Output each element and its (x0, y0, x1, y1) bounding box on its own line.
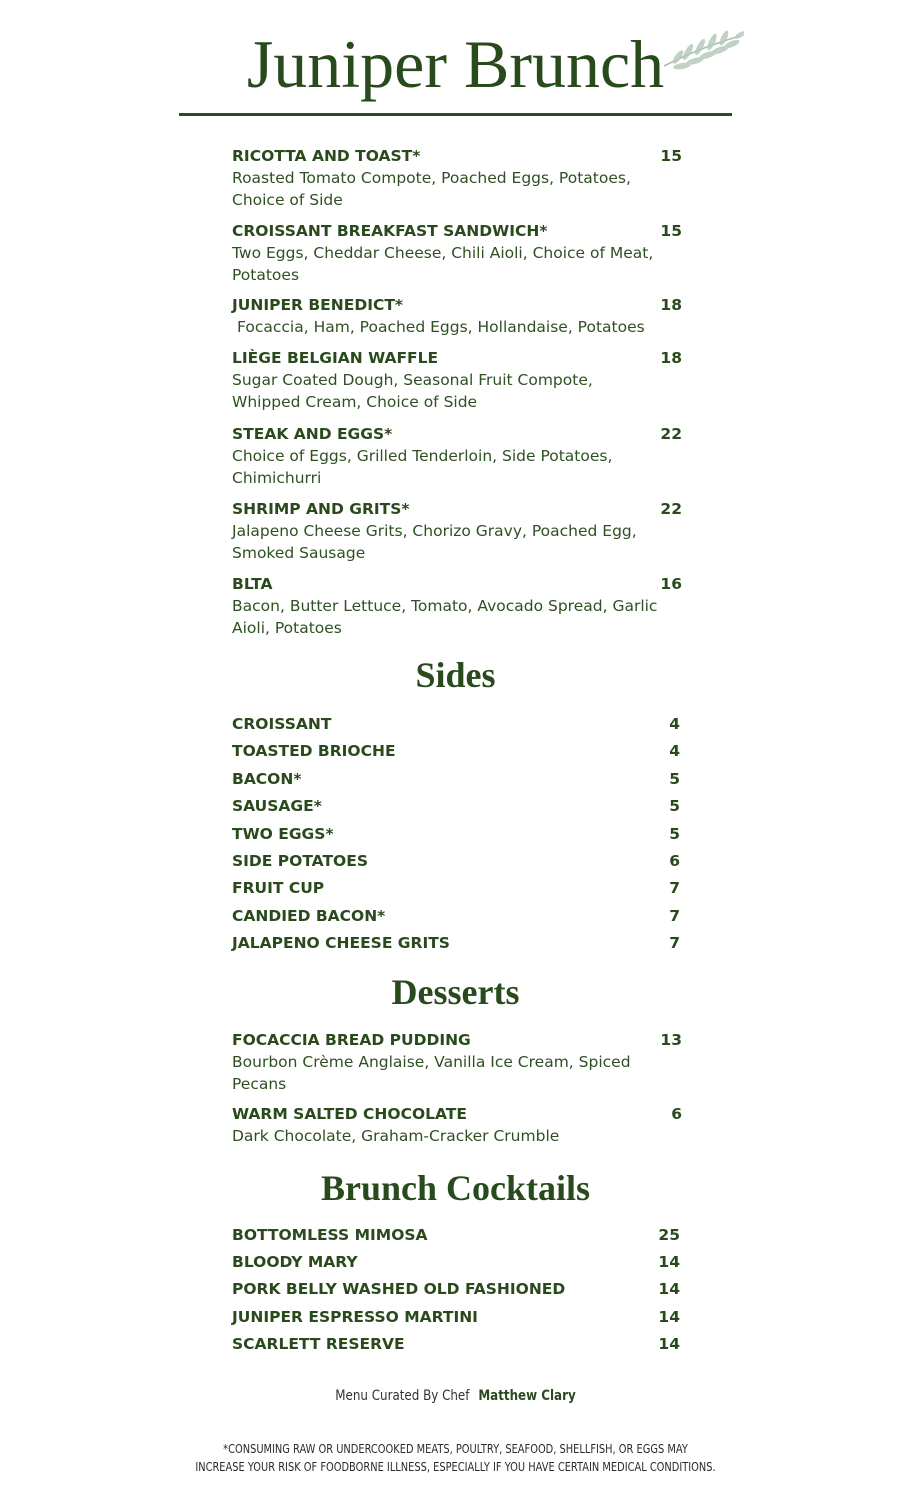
menu-item (232, 348, 684, 413)
item-name: FRUIT CUP (232, 879, 325, 897)
menu-item (232, 295, 684, 339)
cocktail-item (232, 1225, 682, 1247)
item-name: JALAPENO CHEESE GRITS (232, 934, 450, 952)
menu-item (232, 499, 684, 564)
menu-item (232, 221, 684, 286)
item-name: BACON* (232, 770, 302, 788)
side-item (232, 769, 682, 791)
cocktail-item (232, 1334, 682, 1356)
item-name: SAUSAGE* (232, 797, 322, 815)
item-price: 18 (660, 296, 682, 314)
item-price: 7 (669, 934, 680, 952)
item-name: JUNIPER BENEDICT* (232, 296, 404, 314)
item-name: SIDE POTATOES (232, 852, 368, 870)
menu-title: Juniper Brunch (246, 26, 665, 102)
menu-item (232, 424, 684, 489)
item-description: Choice of Eggs, Grilled Tenderloin, Side Potatoes, Chimichurri (232, 447, 613, 487)
menu-item (232, 1104, 684, 1148)
item-name: TWO EGGS* (232, 825, 334, 843)
item-name: SHRIMP AND GRITS* (232, 500, 410, 518)
item-name: BOTTOMLESS MIMOSA (232, 1226, 428, 1244)
desserts-heading: Desserts (391, 972, 520, 1012)
item-name: PORK BELLY WASHED OLD FASHIONED (232, 1280, 566, 1298)
item-price: 18 (660, 349, 682, 367)
item-price: 5 (669, 770, 680, 788)
disclaimer-line: INCREASE YOUR RISK OF FOODBORNE ILLNESS, ESPECIALLY IF YOU HAVE CERTAIN MEDICAL CONDITIONS. (195, 1460, 716, 1474)
item-name: CANDIED BACON* (232, 907, 386, 925)
menu-item (232, 146, 684, 211)
item-price: 6 (669, 852, 680, 870)
item-name: JUNIPER ESPRESSO MARTINI (232, 1308, 478, 1326)
side-item (232, 933, 682, 955)
disclaimer-line: *CONSUMING RAW OR UNDERCOOKED MEATS, POULTRY, SEAFOOD, SHELLFISH, OR EGGS MAY (223, 1442, 688, 1456)
item-description: Focaccia, Ham, Poached Eggs, Hollandaise, Potatoes (237, 318, 645, 336)
chef-name: Matthew Clary (478, 1388, 576, 1404)
item-description: Dark Chocolate, Graham-Cracker Crumble (232, 1127, 560, 1145)
menu-item (232, 1030, 684, 1095)
cocktail-item (232, 1279, 682, 1301)
item-name: LIÈGE BELGIAN WAFFLE (232, 349, 439, 367)
side-item (232, 906, 682, 928)
item-description: Bacon, Butter Lettuce, Tomato, Avocado Spread, Garlic Aioli, Potatoes (232, 597, 658, 637)
item-price: 14 (658, 1335, 680, 1353)
cocktail-item (232, 1252, 682, 1274)
item-price: 14 (658, 1253, 680, 1271)
side-item (232, 796, 682, 818)
item-name: FOCACCIA BREAD PUDDING (232, 1031, 471, 1049)
title-divider (179, 113, 732, 116)
sides-heading: Sides (415, 655, 496, 695)
item-price: 13 (660, 1031, 682, 1049)
side-item (232, 824, 682, 846)
item-name: TOASTED BRIOCHE (232, 742, 396, 760)
olive-branch-icon (660, 26, 744, 74)
item-price: 25 (658, 1226, 680, 1244)
item-price: 15 (660, 147, 682, 165)
item-name: WARM SALTED CHOCOLATE (232, 1105, 467, 1123)
cocktails-heading: Brunch Cocktails (320, 1168, 591, 1208)
side-item (232, 878, 682, 900)
item-name: CROISSANT BREAKFAST SANDWICH* (232, 222, 548, 240)
item-name: CROISSANT (232, 715, 332, 733)
item-price: 4 (669, 742, 680, 760)
item-price: 5 (669, 797, 680, 815)
item-price: 7 (669, 879, 680, 897)
item-description: Jalapeno Cheese Grits, Chorizo Gravy, Poached Egg, Smoked Sausage (232, 522, 637, 562)
chef-credit (68, 1388, 842, 1404)
item-name: SCARLETT RESERVE (232, 1335, 405, 1353)
item-name: BLOODY MARY (232, 1253, 358, 1271)
side-item (232, 741, 682, 763)
item-price: 16 (660, 575, 682, 593)
item-description: Two Eggs, Cheddar Cheese, Chili Aioli, Choice of Meat, Potatoes (232, 244, 654, 284)
item-description: Roasted Tomato Compote, Poached Eggs, Potatoes, Choice of Side (232, 169, 631, 209)
item-price: 22 (660, 500, 682, 518)
item-price: 14 (658, 1280, 680, 1298)
item-price: 6 (671, 1105, 682, 1123)
item-description: Sugar Coated Dough, Seasonal Fruit Compote, Whipped Cream, Choice of Side (232, 371, 593, 411)
item-name: STEAK AND EGGS* (232, 425, 393, 443)
cocktail-item (232, 1307, 682, 1329)
item-name: RICOTTA AND TOAST* (232, 147, 421, 165)
food-safety-disclaimer (82, 1440, 829, 1476)
item-price: 14 (658, 1308, 680, 1326)
item-price: 22 (660, 425, 682, 443)
item-description: Bourbon Crème Anglaise, Vanilla Ice Cream, Spiced Pecans (232, 1053, 631, 1093)
item-name: BLTA (232, 575, 273, 593)
side-item (232, 714, 682, 736)
item-price: 4 (669, 715, 680, 733)
credit-prefix: Menu Curated By Chef (335, 1388, 470, 1404)
item-price: 5 (669, 825, 680, 843)
menu-item (232, 574, 684, 639)
item-price: 7 (669, 907, 680, 925)
item-price: 15 (660, 222, 682, 240)
side-item (232, 851, 682, 873)
